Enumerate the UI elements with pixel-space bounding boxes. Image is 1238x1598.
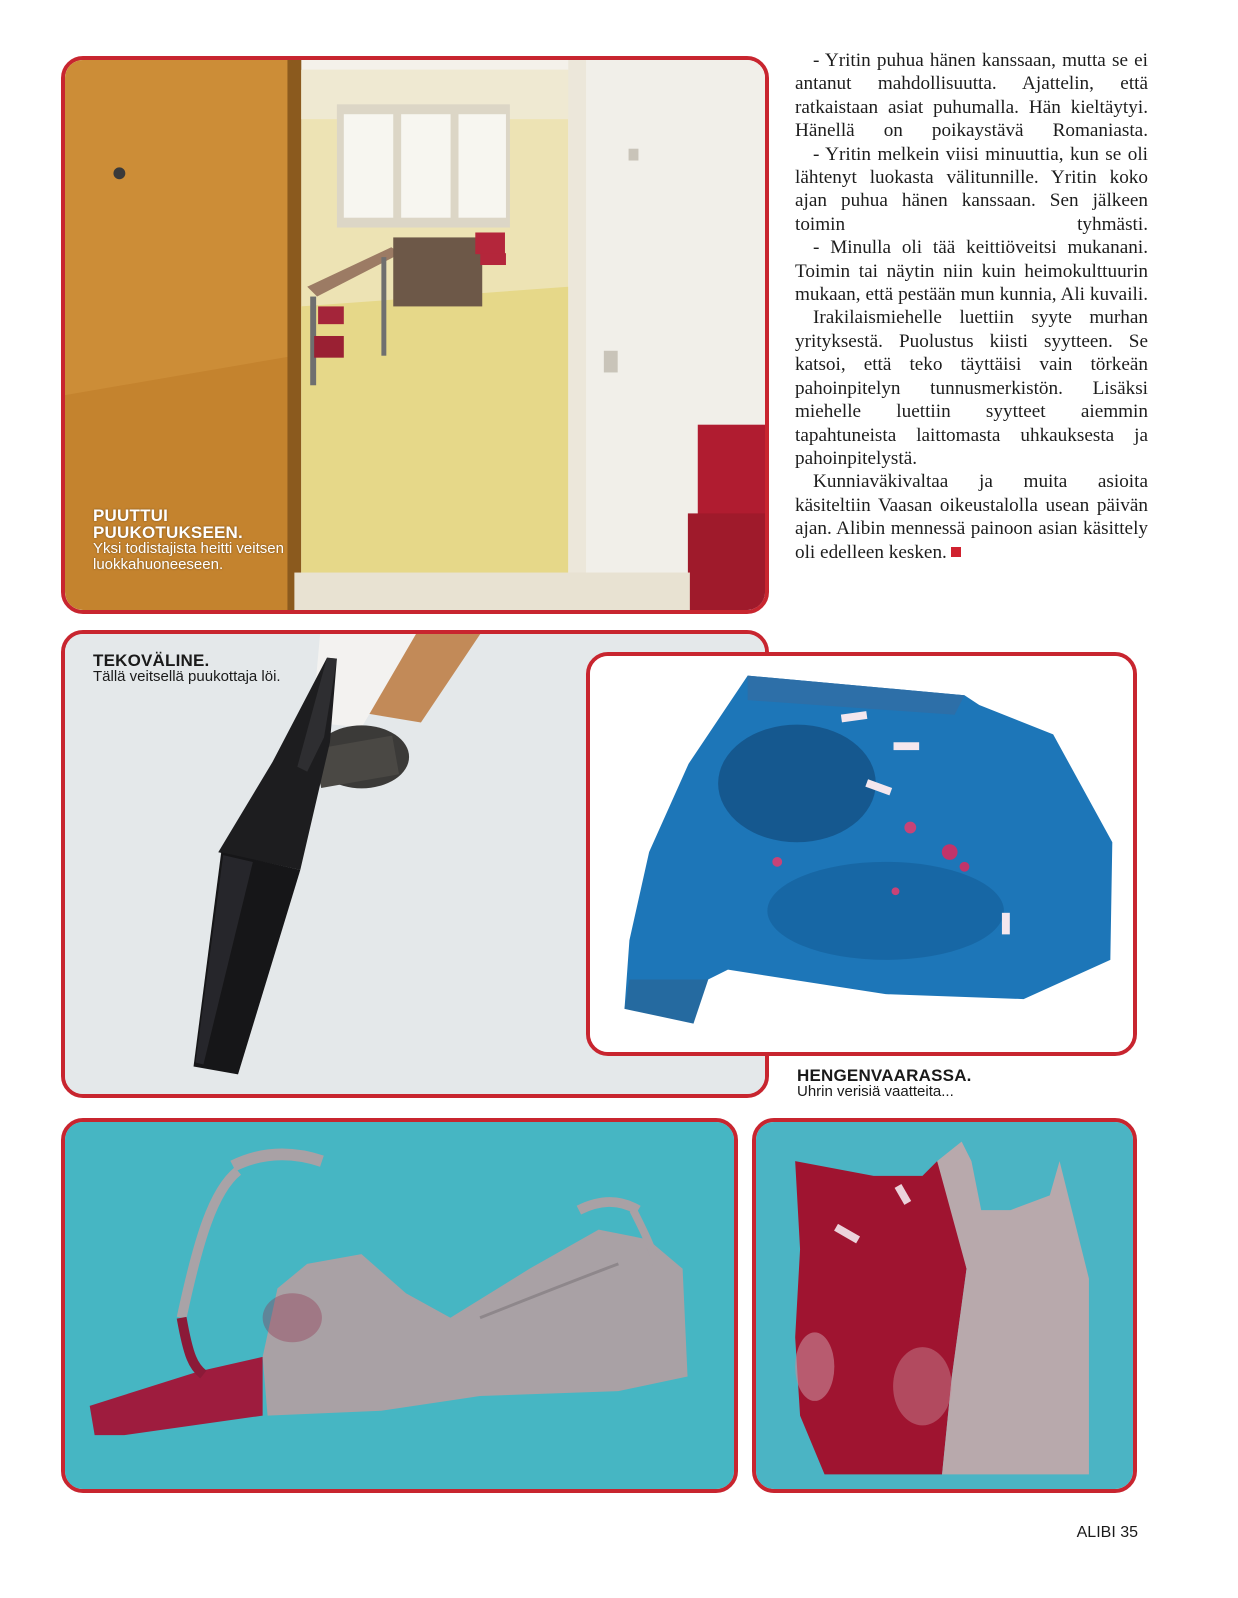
article-paragraph-last [795, 470, 1148, 564]
page-number: ALIBI 35 [1076, 1524, 1138, 1541]
caption-text: Yksi todistajista heitti veitsen luokkahuoneeseen. [93, 540, 284, 573]
caption-text: Uhrin verisiä vaatteita... [797, 1083, 954, 1100]
caption-heading: HENGENVAARASSA. [797, 1066, 972, 1085]
classroom-caption [93, 507, 293, 573]
caption-heading: PUUTTUI PUUKOTUKSEEN. [93, 506, 243, 542]
article-paragraph-text: Kunniaväkivaltaa ja muita asioita käsiteltiin Vaasan oikeustalolla usean päivän ajan. Alibin mennessä painoon asian käsittely oli edelleen kesken. [795, 471, 1148, 563]
article-paragraph: - Yritin melkein viisi minuuttia, kun se oli lähtenyt luokasta välitunnille. Yritin koko ajan puhua hänen kanssaan. Sen jälkeen toimin tyhmästi. [795, 143, 1148, 235]
jacket-caption [797, 1067, 1117, 1100]
bra-image [65, 1122, 734, 1489]
knife-caption [93, 652, 293, 685]
jacket-image [590, 656, 1133, 1052]
article-paragraph: Irakilaismiehelle luettiin syyte murhan yrityksestä. Puolustus kiisti syytteen. Se katsoi, että teko täyttäisi vain törkeän pahoinpitelyn tunnusmerkistön. Lisäksi miehelle luettiin syytteet aiemmin tapahtuneista laittomasta uhkauksesta ja pahoinpitelystä. [795, 307, 1148, 469]
article-text [795, 49, 1148, 564]
bra-photo [61, 1118, 738, 1493]
caption-heading: TEKOVÄLINE. [93, 651, 210, 670]
article-paragraph: - Minulla oli tää keittiöveitsi mukanani. Toimin tai näytin niin kuin heimokulttuurin mukaan, että pestään mun kunnia, Ali kuvaili. [795, 237, 1148, 306]
classroom-photo [61, 56, 769, 614]
jacket-photo [586, 652, 1137, 1056]
caption-text: Tällä veitsellä puukottaja löi. [93, 668, 281, 685]
shirt-image [756, 1122, 1133, 1489]
article-paragraph: - Yritin puhua hänen kanssaan, mutta se ei antanut mahdollisuutta. Ajattelin, että ratkaistaan asiat puhumalla. Hän kieltäytyi. Hänellä on poikaystävä Romaniasta. [795, 50, 1148, 142]
shirt-photo [752, 1118, 1137, 1493]
end-mark-icon [951, 547, 961, 557]
